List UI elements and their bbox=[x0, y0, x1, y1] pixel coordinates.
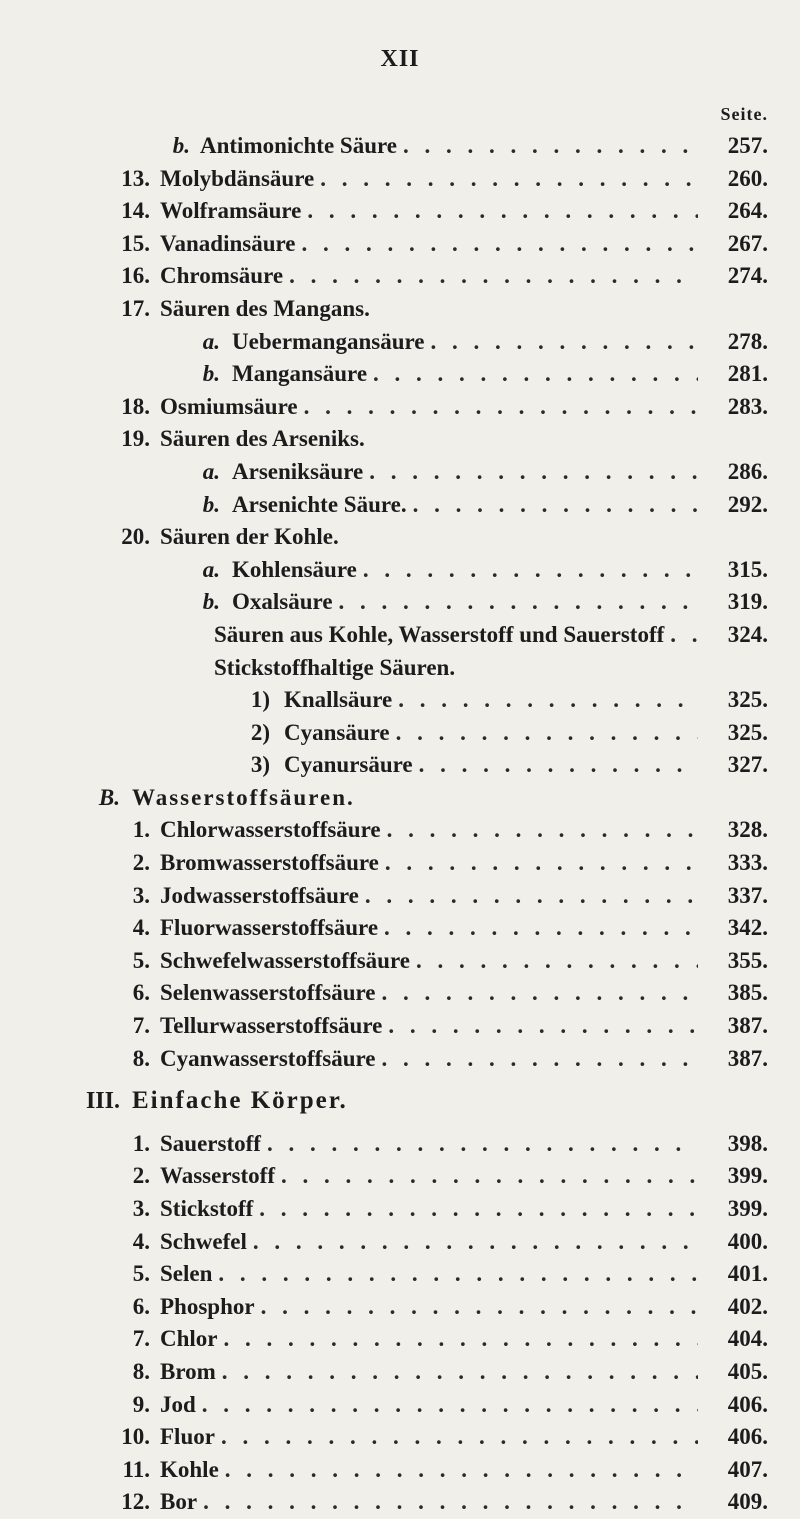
toc-entry-title: Antimonichte Säure bbox=[200, 133, 397, 158]
toc-entry bbox=[0, 1085, 800, 1118]
dot-leader bbox=[384, 912, 698, 945]
dot-leader bbox=[203, 1486, 698, 1519]
toc-entry-title: Oxalsäure bbox=[232, 589, 333, 615]
toc-entry-number: 11. bbox=[122, 1456, 150, 1482]
toc-entry-number: 7. bbox=[132, 1326, 150, 1352]
toc-entry-number: 14. bbox=[121, 198, 150, 224]
toc-entry-number: a. bbox=[202, 556, 220, 582]
toc-entry-number: 19. bbox=[121, 426, 150, 452]
toc-entry-page: 385. bbox=[727, 980, 768, 1006]
toc-entry-title: Selenwasserstoffsäure bbox=[160, 980, 376, 1006]
toc-entry bbox=[0, 1356, 800, 1389]
toc-entry-title: Säuren aus Kohle, Wasserstoff und Sauerstoff bbox=[214, 621, 665, 647]
toc-entry-title: Chromsäure bbox=[160, 263, 284, 289]
toc-entry-title: Chlor bbox=[160, 1326, 218, 1352]
dot-leader bbox=[289, 260, 698, 293]
toc-entry-title: Arseniksäure bbox=[232, 458, 364, 484]
dot-leader bbox=[388, 1010, 698, 1043]
dot-leader bbox=[363, 554, 698, 587]
toc-entry-page: 355. bbox=[727, 947, 768, 973]
toc-entry bbox=[0, 684, 800, 717]
toc-entry bbox=[0, 1160, 800, 1193]
toc-entry-title: Tellurwasserstoffsäure bbox=[160, 1013, 383, 1039]
dot-leader bbox=[382, 1043, 698, 1076]
toc-entry-number: 13. bbox=[121, 165, 150, 191]
toc-entry-title: Schwefelwasserstoffsäure bbox=[160, 947, 410, 973]
toc-entry-title: Cyanwasserstoffsäure bbox=[160, 1045, 376, 1071]
toc-entry bbox=[0, 489, 800, 522]
toc-entry-title: Wolframsäure bbox=[160, 198, 302, 224]
toc-entry-number: a. bbox=[202, 328, 220, 354]
toc-entry bbox=[0, 521, 800, 554]
toc-entry-page: 264. bbox=[727, 198, 768, 224]
toc-entry bbox=[0, 945, 800, 978]
toc-entry-number: b. bbox=[202, 491, 220, 517]
toc-entry-number: 4. bbox=[132, 1228, 150, 1254]
toc-entry-number: B. bbox=[98, 784, 120, 810]
toc-entry-number: b. bbox=[202, 589, 220, 615]
toc-entry bbox=[0, 1128, 800, 1161]
dot-leader bbox=[373, 358, 698, 391]
toc-entry-number: b. bbox=[172, 133, 190, 158]
toc-entry-page: 325. bbox=[727, 687, 768, 713]
toc-entry-title: Mangansäure bbox=[232, 361, 368, 387]
dot-leader bbox=[431, 326, 698, 359]
toc-entry-page: 398. bbox=[727, 1130, 768, 1156]
toc-entry bbox=[0, 228, 800, 261]
toc-entry-page: 337. bbox=[727, 882, 768, 908]
toc-entry-number: 1) bbox=[250, 687, 270, 713]
dot-leader bbox=[419, 749, 698, 782]
toc-entry-number: 8. bbox=[132, 1358, 150, 1384]
toc-entry bbox=[0, 717, 800, 750]
toc-entry bbox=[0, 1454, 800, 1487]
toc-entry-page: 281. bbox=[727, 361, 768, 387]
toc-entry-title: Einfache Körper. bbox=[132, 1087, 348, 1115]
toc-entry-number: 6. bbox=[132, 1293, 150, 1319]
dot-leader bbox=[225, 1454, 698, 1487]
toc-entry-page: 409. bbox=[727, 1489, 768, 1515]
toc-entry bbox=[0, 782, 800, 815]
toc-entry-page: 399. bbox=[727, 1196, 768, 1221]
toc-entry bbox=[0, 1010, 800, 1043]
toc-entry-title: Jodwasserstoffsäure bbox=[160, 882, 359, 908]
dot-leader bbox=[221, 1421, 698, 1454]
toc-entry-title: Säuren der Kohle. bbox=[160, 524, 339, 550]
toc-entry-title: Bromwasserstoffsäure bbox=[160, 850, 379, 876]
toc-entry-page: 327. bbox=[727, 752, 768, 778]
dot-leader bbox=[261, 1291, 698, 1324]
toc-entry-number: b. bbox=[202, 361, 220, 387]
toc-entry-page: 342. bbox=[727, 915, 768, 941]
dot-leader bbox=[253, 1226, 698, 1259]
toc-entry bbox=[0, 880, 800, 913]
toc-entry-page: 387. bbox=[727, 1045, 768, 1071]
toc-entry bbox=[0, 130, 800, 163]
toc-entry-page: 278. bbox=[727, 328, 768, 354]
toc-entry-title: Kohle bbox=[160, 1456, 219, 1482]
toc-entry-title: Fluor bbox=[160, 1424, 215, 1450]
toc-entry bbox=[0, 358, 800, 391]
toc-entry-title: Jod bbox=[160, 1391, 196, 1417]
dot-leader bbox=[218, 1258, 698, 1291]
toc-entry bbox=[0, 1486, 800, 1519]
toc-entry-page: 404. bbox=[727, 1326, 768, 1352]
toc-entry-page: 325. bbox=[727, 719, 768, 745]
toc-entry-number: 18. bbox=[121, 393, 150, 419]
toc-entry-page: 400. bbox=[727, 1228, 768, 1254]
toc-entry-number: 15. bbox=[121, 230, 150, 256]
toc-entry-title: Wasserstoff bbox=[160, 1163, 275, 1189]
dot-leader bbox=[369, 456, 698, 489]
toc-entry-number: 9. bbox=[132, 1391, 150, 1417]
toc-entry bbox=[0, 554, 800, 587]
toc-entry bbox=[0, 1193, 800, 1226]
toc-entry-page: 283. bbox=[727, 393, 768, 419]
toc-entry-page: 286. bbox=[727, 458, 768, 484]
toc-entry-number: 3) bbox=[250, 752, 270, 778]
dot-leader bbox=[403, 130, 698, 163]
toc-entry bbox=[0, 1323, 800, 1356]
dot-leader bbox=[307, 195, 698, 228]
toc-entry-page: 401. bbox=[727, 1261, 768, 1287]
toc-entry-page: 274. bbox=[727, 263, 768, 289]
toc-entry-title: Uebermangansäure bbox=[232, 328, 425, 354]
toc-entry bbox=[0, 652, 800, 685]
toc-entry-title: Molybdänsäure bbox=[160, 165, 315, 191]
dot-leader bbox=[339, 586, 698, 619]
toc-entry-title: Stickstoff bbox=[160, 1196, 254, 1221]
dot-leader bbox=[670, 619, 698, 652]
dot-leader bbox=[365, 880, 698, 913]
toc-entry-title: Cyanursäure bbox=[284, 752, 413, 778]
toc-entry bbox=[0, 619, 800, 652]
toc-entry-page: 405. bbox=[727, 1358, 768, 1384]
toc-entry-number: 4. bbox=[132, 915, 150, 941]
toc-entry bbox=[0, 326, 800, 359]
dot-leader bbox=[281, 1160, 698, 1193]
toc-entry-title: Vanadinsäure bbox=[160, 230, 296, 256]
toc-entry-title: Sauerstoff bbox=[160, 1130, 261, 1156]
page-number: XII bbox=[380, 46, 420, 72]
toc-entry-number: 5. bbox=[132, 947, 150, 973]
dot-leader bbox=[413, 489, 698, 522]
toc-entry bbox=[0, 977, 800, 1010]
toc-entry-title: Arsenichte Säure. bbox=[232, 491, 407, 517]
toc-entry-page: 406. bbox=[727, 1424, 768, 1450]
toc-entry bbox=[0, 1226, 800, 1259]
column-header-seite: Seite. bbox=[720, 104, 768, 124]
toc-entry bbox=[0, 749, 800, 782]
toc-entry-page: 292. bbox=[727, 491, 768, 517]
toc-entry-number: 17. bbox=[121, 295, 150, 321]
dot-leader bbox=[302, 228, 698, 261]
toc-entry-title: Cyansäure bbox=[284, 719, 390, 745]
toc-entry-number: 3. bbox=[132, 882, 150, 908]
toc-entry bbox=[0, 456, 800, 489]
toc-entry-title: Schwefel bbox=[160, 1228, 247, 1254]
toc-entry-number: 1. bbox=[132, 817, 150, 843]
toc-entry-page: 387. bbox=[727, 1013, 768, 1039]
toc-entry bbox=[0, 1291, 800, 1324]
toc-entry bbox=[0, 260, 800, 293]
toc-entry-page: 257. bbox=[727, 133, 768, 158]
toc-entry-number: 2. bbox=[132, 850, 150, 876]
toc-entry-page: 267. bbox=[727, 230, 768, 256]
toc-entry-title: Säuren des Arseniks. bbox=[160, 426, 365, 452]
toc-entry-page: 324. bbox=[727, 621, 768, 647]
dot-leader bbox=[304, 391, 698, 424]
toc-entry-page: 333. bbox=[727, 850, 768, 876]
dot-leader bbox=[387, 814, 698, 847]
toc-entry-title: Phosphor bbox=[160, 1293, 255, 1319]
toc-entry-number: 10. bbox=[121, 1424, 150, 1450]
dot-leader bbox=[224, 1323, 699, 1356]
toc-entry-title: Osmiumsäure bbox=[160, 393, 298, 419]
toc-entry bbox=[0, 391, 800, 424]
toc-entry-number: 3. bbox=[132, 1196, 150, 1221]
toc-entry-page: 407. bbox=[727, 1456, 768, 1482]
dot-leader bbox=[222, 1356, 698, 1389]
dot-leader bbox=[385, 847, 698, 880]
toc-entry-title: Chlorwasserstoffsäure bbox=[160, 817, 381, 843]
toc-entry bbox=[0, 423, 800, 456]
toc-entry-number: 7. bbox=[132, 1013, 150, 1039]
toc-entry bbox=[0, 293, 800, 326]
table-of-contents bbox=[0, 130, 800, 1519]
toc-entry bbox=[0, 586, 800, 619]
toc-entry-number: 2. bbox=[132, 1163, 150, 1189]
toc-entry-title: Wasserstoffsäuren. bbox=[132, 784, 355, 810]
dot-leader bbox=[398, 684, 698, 717]
toc-entry-title: Stickstoffhaltige Säuren. bbox=[214, 654, 456, 680]
toc-entry-title: Säuren des Mangans. bbox=[160, 295, 370, 321]
dot-leader bbox=[259, 1193, 698, 1226]
toc-entry-title: Fluorwasserstoffsäure bbox=[160, 915, 379, 941]
toc-entry-title: Bor bbox=[160, 1489, 198, 1515]
toc-entry-number: 16. bbox=[121, 263, 150, 289]
toc-entry-number: a. bbox=[202, 458, 220, 484]
toc-entry-number: III. bbox=[85, 1088, 120, 1115]
toc-entry bbox=[0, 1258, 800, 1291]
toc-entry bbox=[0, 912, 800, 945]
toc-entry bbox=[0, 847, 800, 880]
toc-entry-number: 20. bbox=[121, 524, 150, 550]
dot-leader bbox=[202, 1389, 698, 1422]
toc-entry-page: 319. bbox=[727, 589, 768, 615]
toc-entry bbox=[0, 163, 800, 196]
toc-entry-title: Selen bbox=[160, 1261, 213, 1287]
toc-entry-number: 2) bbox=[250, 719, 270, 745]
toc-entry-page: 315. bbox=[727, 556, 768, 582]
toc-entry bbox=[0, 1389, 800, 1422]
toc-entry-title: Kohlensäure bbox=[232, 556, 357, 582]
toc-entry bbox=[0, 1043, 800, 1076]
toc-entry-page: 260. bbox=[727, 165, 768, 191]
toc-entry-title: Brom bbox=[160, 1358, 216, 1384]
dot-leader bbox=[396, 717, 698, 750]
toc-entry-number: 1. bbox=[132, 1130, 150, 1156]
toc-entry-number: 12. bbox=[121, 1489, 150, 1515]
dot-leader bbox=[416, 945, 698, 978]
toc-entry bbox=[0, 1421, 800, 1454]
toc-entry bbox=[0, 195, 800, 228]
toc-entry-number: 5. bbox=[132, 1261, 150, 1287]
toc-entry-number: 8. bbox=[132, 1045, 150, 1071]
toc-entry-number: 6. bbox=[132, 980, 150, 1006]
toc-entry bbox=[0, 814, 800, 847]
toc-entry-page: 402. bbox=[727, 1293, 768, 1319]
toc-entry-page: 406. bbox=[727, 1391, 768, 1417]
dot-leader bbox=[382, 977, 699, 1010]
dot-leader bbox=[267, 1128, 698, 1161]
dot-leader bbox=[320, 163, 698, 196]
toc-entry-page: 328. bbox=[727, 817, 768, 843]
toc-entry-page: 399. bbox=[727, 1163, 768, 1189]
toc-entry-title: Knallsäure bbox=[284, 687, 393, 713]
